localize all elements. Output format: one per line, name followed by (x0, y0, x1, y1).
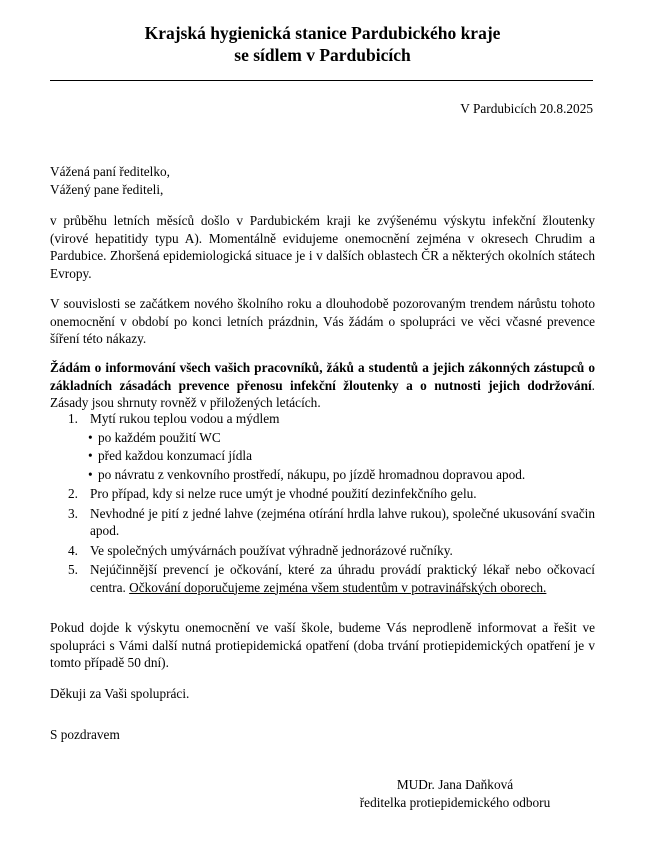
letterhead-line-2: se sídlem v Pardubicích (234, 45, 411, 65)
bullet-item: • po každém použití WC (86, 429, 595, 447)
list-item-text: Nejúčinnější prevencí je očkování, které za úhradu provádí praktický lékař nebo očkovací centra. (90, 562, 595, 595)
handwash-bullets (90, 429, 595, 484)
request-bold-text: Žádám o informování všech vašich pracovníků, žáků a studentů a jejich zákonných zástupců o základních zásadách prevence přenosu infekční žloutenky a o nutnosti jejich dodržování (50, 360, 595, 393)
list-item (50, 485, 595, 503)
list-item-number: 5. (68, 562, 78, 577)
list-item-text: Pro případ, kdy si nelze ruce umýt je vhodné použití dezinfekčního gelu. (90, 486, 477, 501)
list-item (50, 542, 595, 560)
paragraph-notification: Pokud dojde k výskytu onemocnění ve vaší škole, budeme Vás neprodleně informovat a řešit ve spolupráci s Vámi další nutná protiepidemická opatření (doba trvání protiepidemických opatření je v tomto případě 50 dní). (50, 620, 595, 670)
closing: S pozdravem (50, 727, 120, 742)
paragraph-cooperation: V souvislosti se začátkem nového školního roku a dlouhodobě pozorovaným trendem nárůstu tohoto onemocnění v období po konci letních prázdnin, Vás žádám o spolupráci ve věci včasné prevence šíření této nákazy. (50, 296, 595, 346)
list-item (50, 561, 595, 596)
bullet-item: • po návratu z venkovního prostředí, nákupu, po jízdě hromadnou dopravou apod. (86, 466, 595, 484)
vaccination-recommendation: Očkování doporučujeme zejména všem studentům v potravinářských oborech. (129, 579, 547, 595)
list-item (50, 505, 595, 540)
salutation (50, 163, 595, 198)
letterhead-line-1: Krajská hygienická stanice Pardubického kraje (144, 23, 501, 43)
list-item-number: 2. (68, 486, 78, 501)
request-rest-text: . Zásady jsou shrnuty rovněž v přiložených letácích. (50, 377, 595, 410)
header-divider (50, 80, 593, 81)
bullet-item: • před každou konzumací jídla (86, 447, 595, 465)
list-item-text: Mytí rukou teplou vodou a mýdlem (90, 411, 280, 426)
signatory-title: ředitelka protiepidemického odboru (359, 794, 551, 810)
prevention-list (50, 410, 595, 598)
list-item-number: 3. (68, 505, 78, 521)
list-item-text: Nevhodné je pití z jedné lahve (zejména otírání hrdla lahve rukou), společné ukusování svačin apod. (90, 505, 595, 538)
salutation-line-1: Vážená paní ředitelko, (50, 164, 170, 179)
paragraph-request (50, 359, 595, 412)
salutation-line-2: Vážený pane řediteli, (50, 181, 164, 197)
signature-block (340, 776, 570, 811)
paragraph-outbreak: v průběhu letních měsíců došlo v Pardubickém kraji ke zvýšenému výskytu infekční žloutenky (virové hepatitidy typu A). Momentálně evidujeme onemocnění zejména v okresech Chrudim a Pardubice. Zhoršená epidemiologická situace je i v dalších oblastech ČR a některých okolních státech Evropy. (50, 213, 595, 281)
list-item-text: Ve společných umývárnách používat výhradně jednorázové ručníky. (90, 542, 453, 558)
paragraph-thanks: Děkuji za Vaši spolupráci. (50, 686, 190, 701)
letterhead (0, 22, 645, 66)
list-item-number: 4. (68, 542, 78, 558)
signatory-name: MUDr. Jana Daňková (396, 777, 514, 792)
letter-date: V Pardubicích 20.8.2025 (460, 101, 593, 116)
list-item-number: 1. (68, 411, 78, 426)
list-item (50, 410, 595, 483)
